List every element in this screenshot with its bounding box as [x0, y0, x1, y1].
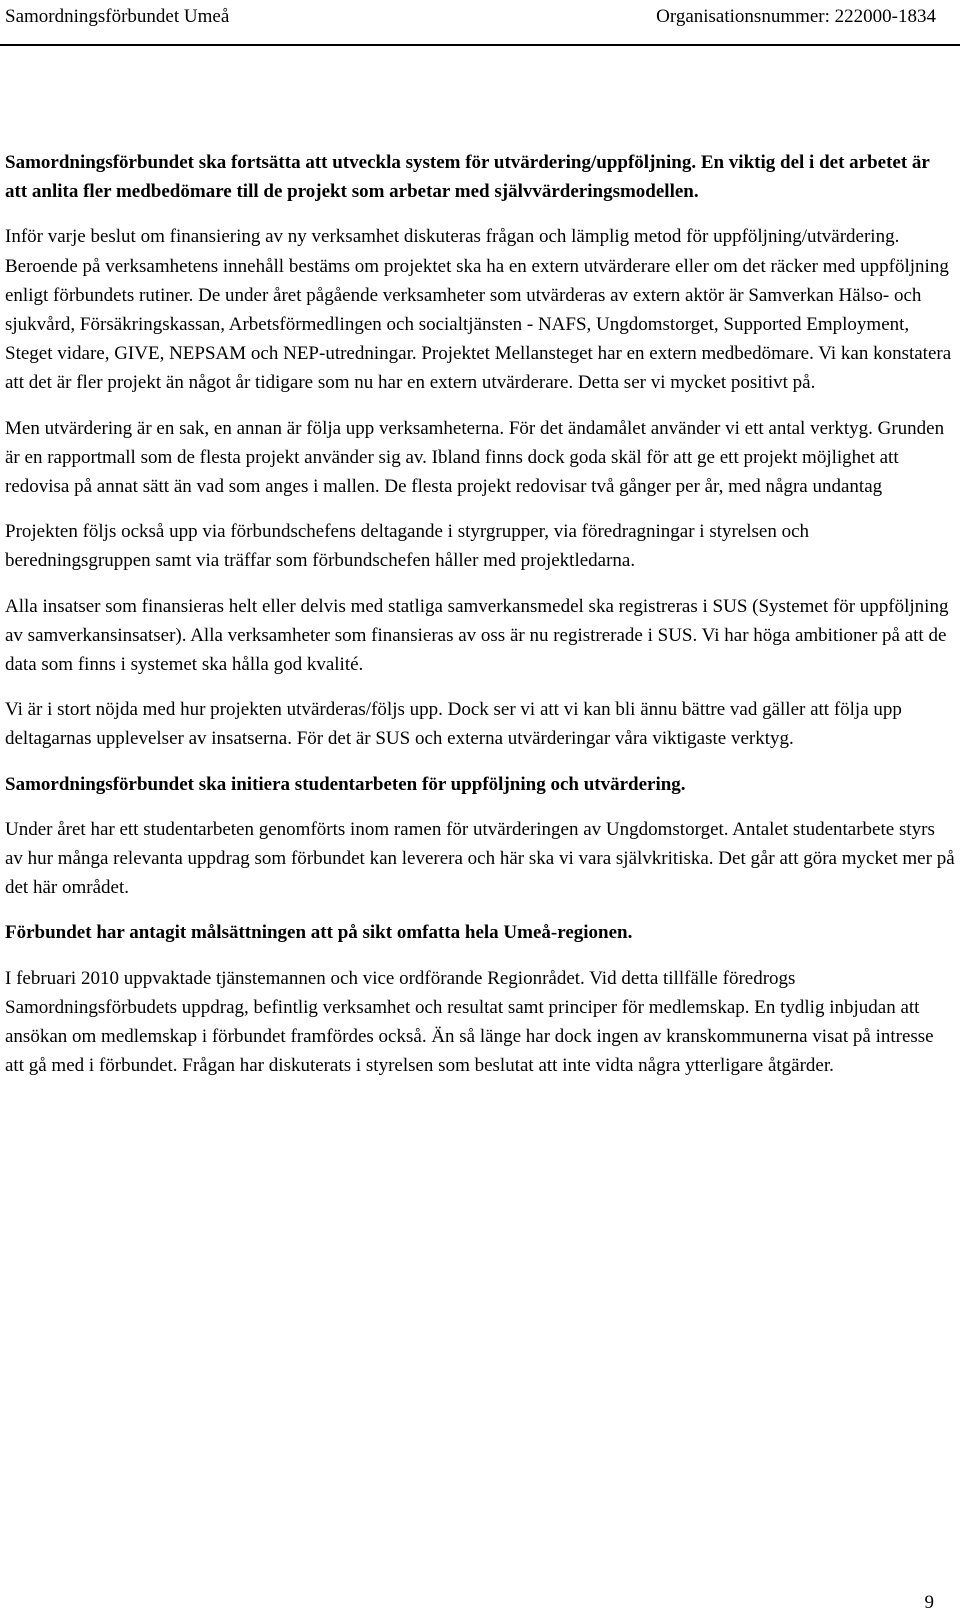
page-header	[0, 0, 960, 46]
goal-heading-evaluation: Samordningsförbundet ska fortsätta att utveckla system för utvärdering/uppföljning. En viktig del i det arbetet är att anlita fler medbedömare till de projekt som arbetar med självvärderingsmodellen.	[5, 152, 930, 203]
goal-heading-region: Förbundet har antagit målsättningen att på sikt omfatta hela Umeå-regionen.	[5, 922, 633, 944]
organization-name: Samordningsförbundet Umeå	[5, 6, 230, 27]
paragraph-region: I februari 2010 uppvaktade tjänstemannen och vice ordförande Regionrådet. Vid detta tillfälle föredrogs Samordningsförbudets uppdrag, befintlig verksamhet och resultat samt principer för medlemskap. En tydlig inbjudan att ansökan om medlemskap i förbundet framfördes också. Än så länge har dock ingen av kranskommunerna visat på intresse att gå med i förbundet. Frågan har diskuterats i styrelsen som beslutat att inte vidta några ytterligare åtgärder.	[5, 967, 934, 1077]
paragraph-satisfaction: Vi är i stort nöjda med hur projekten utvärderas/följs upp. Dock ser vi att vi kan bli ännu bättre vad gäller att följa upp deltagarnas upplevelser av insatserna. För det är SUS och externa utvärderingar våra viktigaste verktyg.	[5, 699, 902, 750]
page-number: 9	[924, 1592, 934, 1613]
document-body	[5, 148, 955, 1096]
paragraph-follow-up-tools: Men utvärdering är en sak, en annan är följa upp verksamheterna. För det ändamålet använder vi ett antal verktyg. Grunden är en rapportmall som de flesta projekt använder sig av. Ibland finns dock goda skäl för att ge ett projekt möjlighet att redovisa på annat sätt än vad som anges i mallen. De flesta projekt redovisar två gånger per år, med några undantag	[5, 417, 945, 498]
paragraph-sus-registration: Alla insatser som finansieras helt eller delvis med statliga samverkansmedel ska registreras i SUS (Systemet för uppföljning av samverkansinsatser). Alla verksamheter som finansieras av oss är nu registrerade i SUS. Vi har höga ambitioner på att de data som finns i systemet ska hålla god kvalité.	[5, 595, 949, 676]
paragraph-evaluation-method: Inför varje beslut om finansiering av ny verksamhet diskuteras frågan och lämplig metod för uppföljning/utvärdering. Beroende på verksamhetens innehåll bestäms om projektet ska ha en extern utvärderare eller om det räcker med uppföljning enligt förbundets rutiner. De under året pågående verksamheter som utvärderas av extern aktör är Samverkan Hälso- och sjukvård, Försäkringskassan, Arbetsförmedlingen och socialtjänsten - NAFS, Ungdomstorget, Supported Employment, Steget vidare, GIVE, NEPSAM och NEP-utredningar. Projektet Mellansteget har en extern medbedömare. Vi kan konstatera att det är fler projekt än något år tidigare som nu har en extern utvärderare. Detta ser vi mycket positivt på.	[5, 226, 952, 394]
paragraph-student-work: Under året har ett studentarbeten genomförts inom ramen för utvärderingen av Ungdomstorget. Antalet studentarbete styrs av hur många relevanta uppdrag som förbundet kan leverera och här ska vi vara självkritiska. Det går att göra mycket mer på det här området.	[5, 818, 955, 899]
organization-number: Organisationsnummer: 222000-1834	[656, 6, 936, 27]
goal-heading-student-work: Samordningsförbundet ska initiera studentarbeten för uppföljning och utvärdering.	[5, 773, 686, 795]
paragraph-steering-groups: Projekten följs också upp via förbundschefens deltagande i styrgrupper, via föredragningar i styrelsen och beredningsgruppen samt via träffar som förbundschefen håller med projektledarna.	[5, 521, 810, 572]
